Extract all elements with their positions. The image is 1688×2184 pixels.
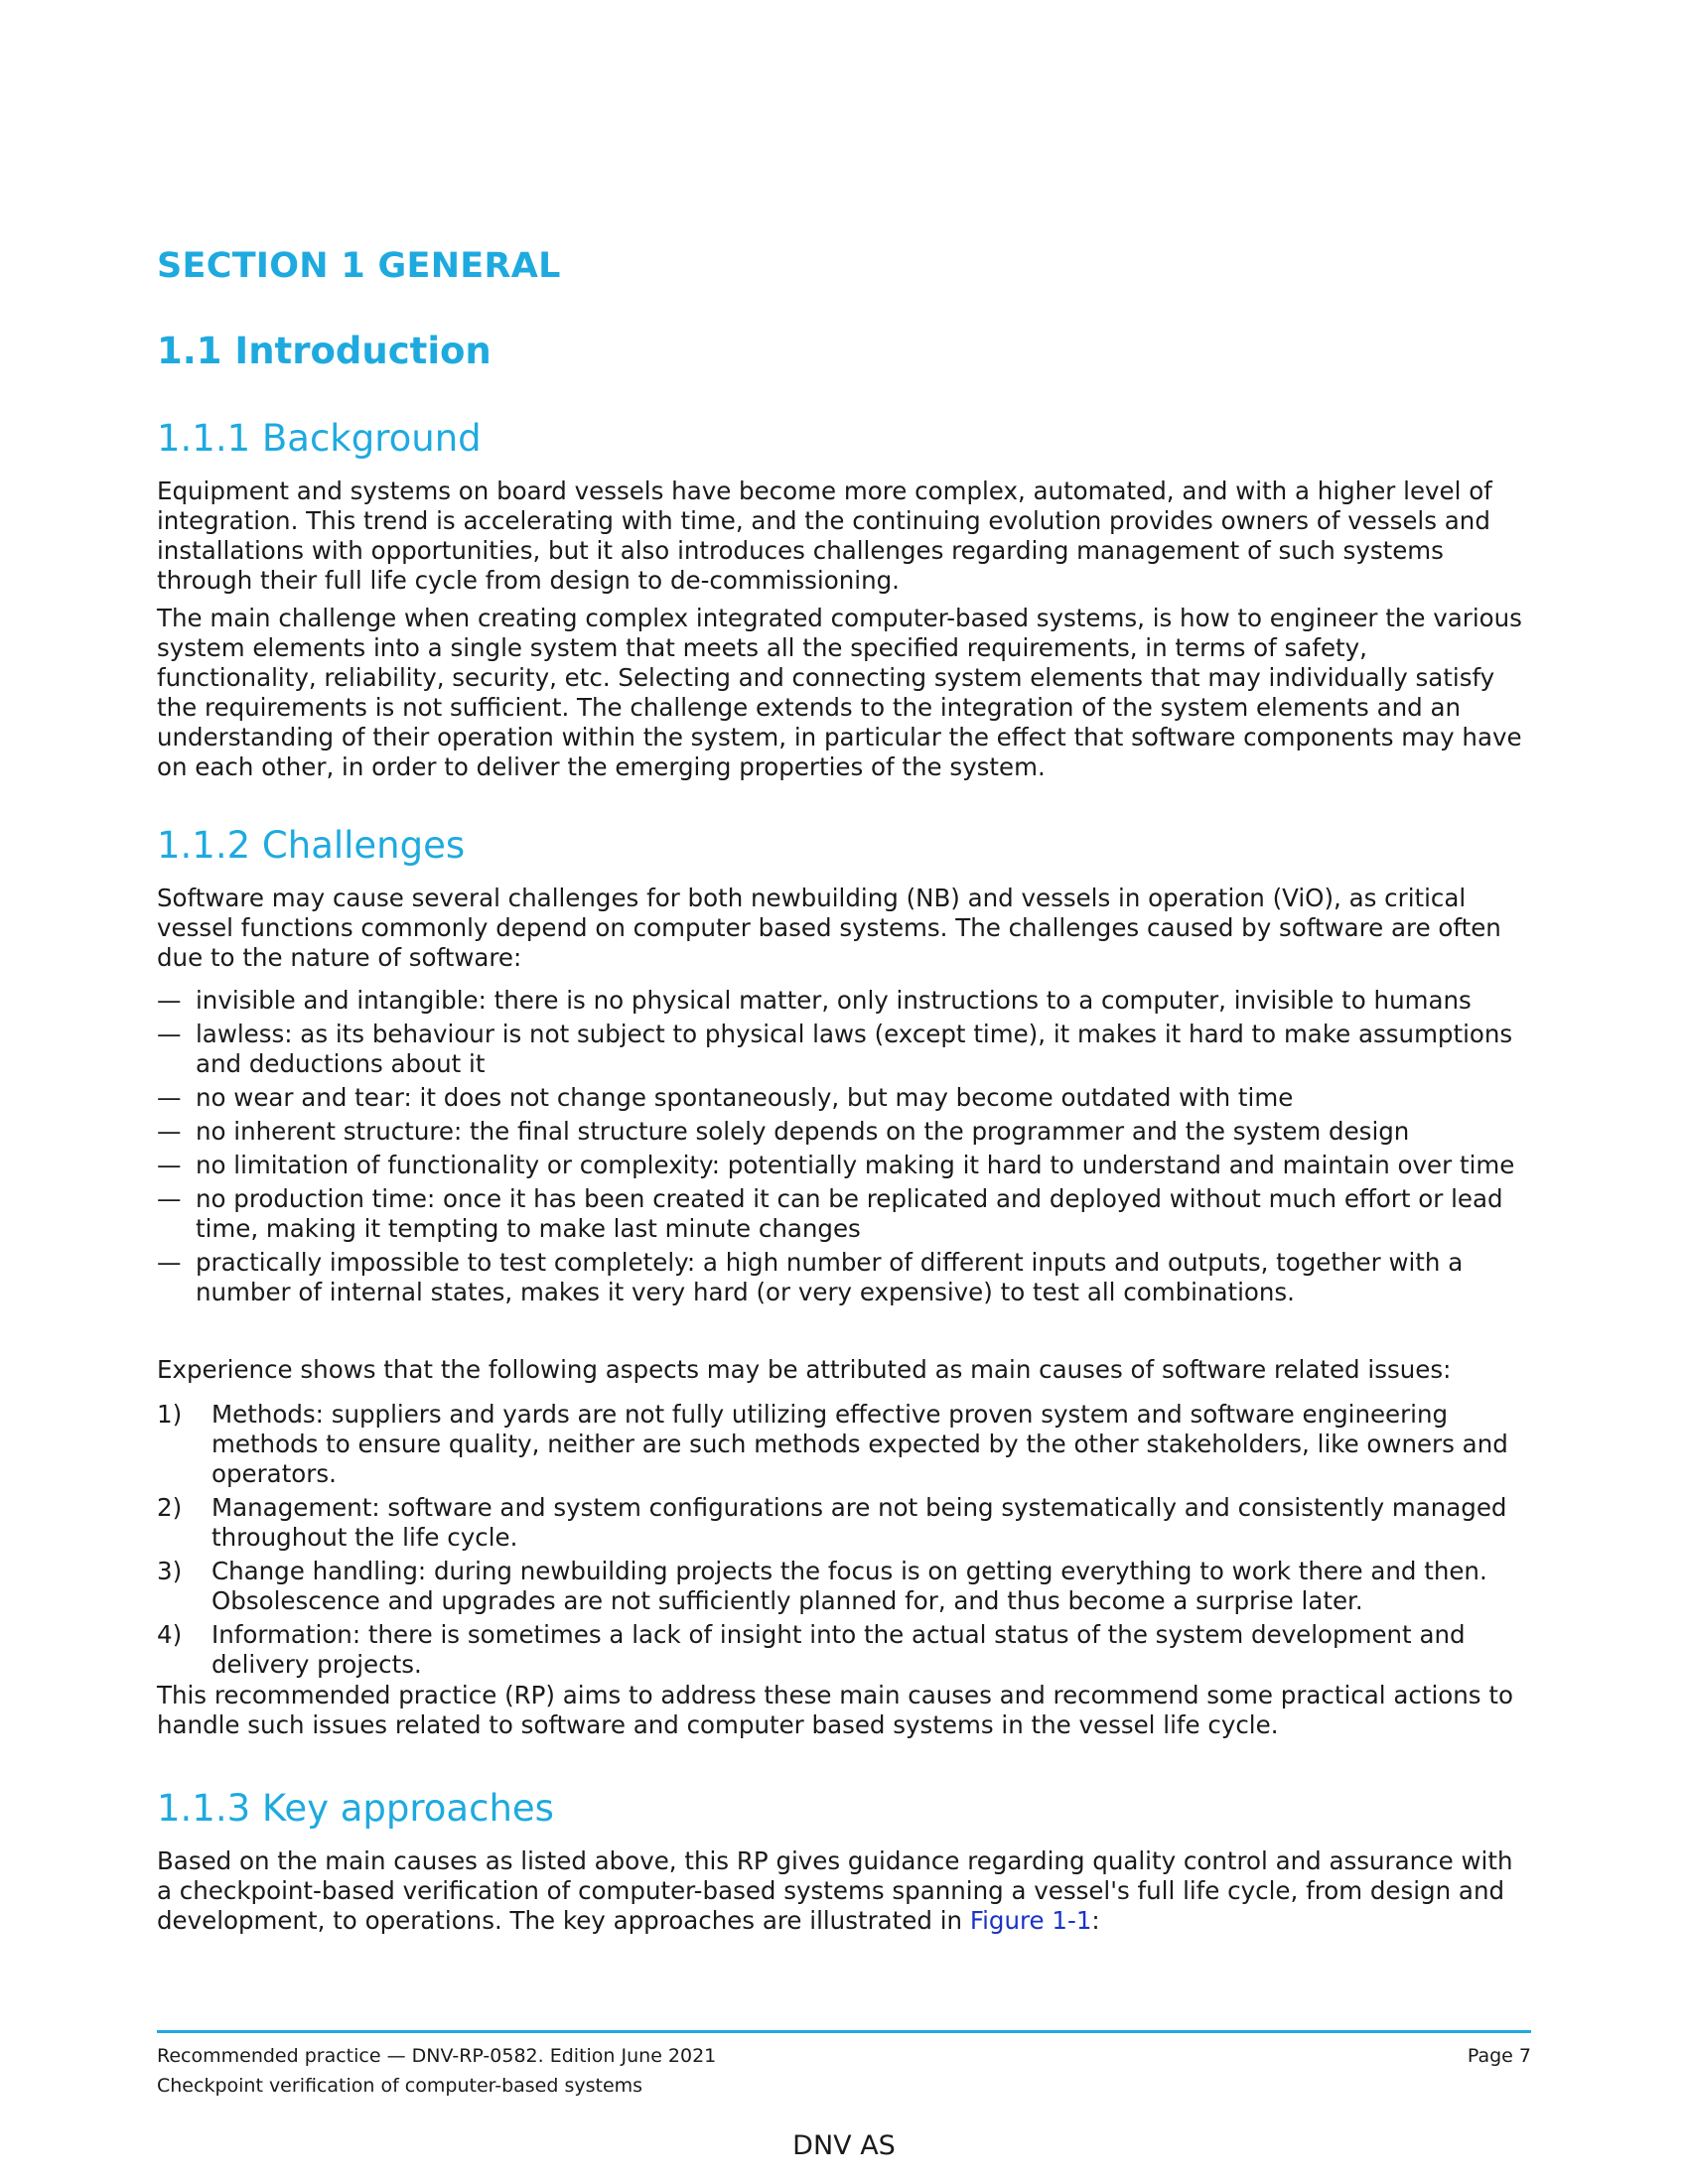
list-item [157,1117,1531,1147]
key-approaches-heading: 1.1.3 Key approaches [157,1787,554,1830]
section-title: SECTION 1 GENERAL [157,246,561,286]
experience-paragraph: Experience shows that the following aspects may be attributed as main causes of software related issues: [157,1355,1452,1384]
list-item [157,1248,1531,1307]
list-item-text: no production time: once it has been created it can be replicated and deployed without much effort or lead time, making it tempting to make last minute changes [196,1184,1503,1243]
key-approaches-after: : [1091,1906,1100,1935]
footer-line-1 [157,2045,1531,2067]
challenges-intro: Software may cause several challenges for both newbuilding (NB) and vessels in operation (ViO), as critical vessel functions commonly depend on computer based systems. The challenges caused by software are often due to the nature of software: [157,884,1501,972]
dash-marker: — [157,1083,182,1112]
dash-marker: — [157,1248,182,1277]
list-item-text: no limitation of functionality or complexity: potentially making it hard to understand and maintain over time [196,1151,1515,1179]
dash-marker: — [157,1151,182,1179]
dash-marker: — [157,1117,182,1146]
list-item-text: Methods: suppliers and yards are not fully utilizing effective proven system and software engineering methods to ensure quality, neither are such methods expected by the other stakeholders, like owners and operators. [211,1400,1508,1488]
background-paragraph-1: Equipment and systems on board vessels have become more complex, automated, and with a higher level of integration. This trend is accelerating with time, and the continuing evolution provides owners of vessels and installations with opportunities, but it also introduces challenges regarding management of such systems through their full life cycle from design to de-commissioning. [157,477,1492,595]
list-item [157,1620,1531,1680]
list-item-text: no wear and tear: it does not change spontaneously, but may become outdated with time [196,1083,1294,1112]
footer-rule [157,2030,1531,2033]
list-item-text: practically impossible to test completely: a high number of different inputs and outputs, together with a number of internal states, makes it very hard (or very expensive) to test all combinations. [196,1248,1464,1306]
key-approaches-text: Based on the main causes as listed above, this RP gives guidance regarding quality control and assurance with a checkpoint-based verification of computer-based systems spanning a vessel's full life cycle, from design and development, to operations. The key approaches are illustrated in [157,1846,1513,1935]
footer-line-2: Checkpoint verification of computer-based systems [157,2075,643,2097]
list-item [157,1083,1531,1113]
background-heading: 1.1.1 Background [157,417,482,460]
dash-marker: — [157,1020,182,1048]
list-item-text: invisible and intangible: there is no physical matter, only instructions to a computer, invisible to humans [196,986,1472,1015]
intro-heading: 1.1 Introduction [157,330,492,372]
list-item [157,1020,1531,1079]
challenges-heading: 1.1.2 Challenges [157,824,466,867]
dash-marker: — [157,986,182,1015]
page-number: Page 7 [1467,2045,1531,2067]
background-paragraph-2: The main challenge when creating complex integrated computer-based systems, is how to engineer the various system elements into a single system that meets all the specified requirements, in terms of safety, functionality, reliability, security, etc. Selecting and connecting system elements that may individually satisfy the requirements is not sufficient. The challenge extends to the integration of the system elements and an understanding of their operation within the system, in particular the effect that software components may have on each other, in order to deliver the emerging properties of the system. [157,604,1522,781]
list-item-text: Management: software and system configurations are not being systematically and consistently managed throughout the life cycle. [211,1493,1507,1552]
list-item [157,1151,1531,1180]
challenges-bullet-list [157,986,1531,1311]
footer-document-title: Recommended practice — DNV-RP-0582. Edition June 2021 [157,2045,717,2067]
dash-marker: — [157,1184,182,1213]
list-item [157,1493,1531,1553]
closing-paragraph: This recommended practice (RP) aims to address these main causes and recommend some practical actions to handle such issues related to software and computer based systems in the vessel life cycle. [157,1681,1513,1739]
list-item-text: Information: there is sometimes a lack of insight into the actual status of the system development and delivery projects. [211,1620,1466,1679]
key-approaches-paragraph [157,1846,1531,1936]
list-item-text: no inherent structure: the final structure solely depends on the programmer and the system design [196,1117,1410,1146]
list-item [157,1184,1531,1244]
list-item-text: lawless: as its behaviour is not subject to physical laws (except time), it makes it hard to make assumptions and deductions about it [196,1020,1513,1078]
list-number: 3) [157,1557,183,1585]
list-item-text: Change handling: during newbuilding projects the focus is on getting everything to work there and then. Obsolescence and upgrades are not sufficiently planned for, and thus become a surprise later. [211,1557,1487,1615]
company-name: DNV AS [792,2130,896,2161]
list-number: 2) [157,1493,183,1522]
list-item [157,986,1531,1016]
list-number: 1) [157,1400,183,1429]
list-number: 4) [157,1620,183,1649]
list-item [157,1400,1531,1489]
list-item [157,1557,1531,1616]
causes-numbered-list [157,1400,1531,1684]
figure-1-1-link[interactable]: Figure 1-1 [969,1906,1092,1935]
